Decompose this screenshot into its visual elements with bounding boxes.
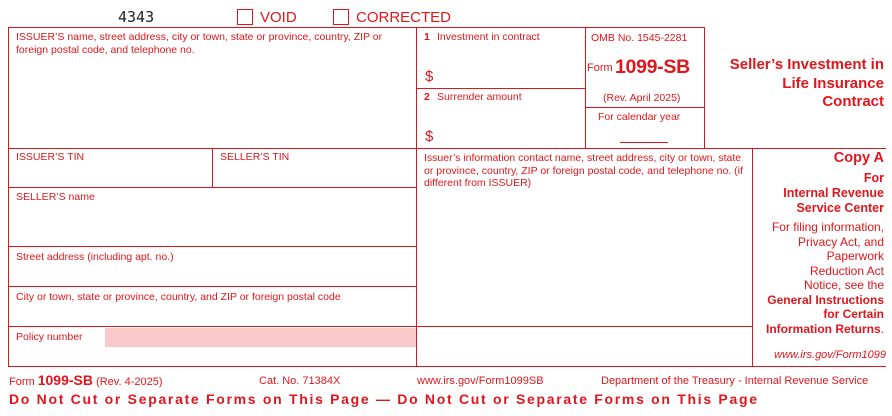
policy-number-label: Policy number <box>16 331 83 343</box>
calendar-year-field[interactable] <box>620 142 668 143</box>
copy-a-panel <box>754 150 884 336</box>
seller-tin-label: SELLER’S TIN <box>220 151 290 163</box>
issuer-name-label: ISSUER’S name, street address, city or town, state or province, country, ZIP or foreign postal code, and telephone no. <box>16 31 383 56</box>
form-prefix: Form <box>587 62 613 74</box>
void-checkbox[interactable] <box>237 9 253 25</box>
contact-info-field[interactable] <box>420 192 748 324</box>
corrected-label: CORRECTED <box>356 9 452 26</box>
box2-field[interactable] <box>436 104 582 146</box>
seller-tin-field[interactable] <box>216 164 412 186</box>
footer-form: Form 1099-SB (Rev. 4-2025) <box>9 372 163 388</box>
filing-info: For filing information, Privacy Act, and Paperwork Reduction Act Notice, see the General Instructions for Certain Information Returns. <box>765 220 884 336</box>
calendar-year-label: For calendar year <box>598 111 681 123</box>
box1-label: Investment in contract <box>437 31 540 43</box>
box2-number: 2 <box>424 91 430 103</box>
issuer-name-field[interactable] <box>12 58 412 146</box>
box1-currency: $ <box>425 68 434 85</box>
city-field[interactable] <box>12 304 412 324</box>
department: Department of the Treasury - Internal Revenue Service <box>601 375 869 387</box>
irs-line1: Internal Revenue <box>783 186 884 200</box>
footer-url[interactable]: www.irs.gov/Form1099SB <box>417 375 544 387</box>
issuer-tin-label: ISSUER’S TIN <box>16 151 85 163</box>
seller-name-field[interactable] <box>12 204 412 244</box>
form-number: 1099-SB <box>615 56 690 78</box>
corrected-checkbox[interactable] <box>333 9 349 25</box>
irs-line2: Service Center <box>796 201 884 215</box>
box2-label: Surrender amount <box>437 91 522 103</box>
seller-name-label: SELLER’S name <box>16 191 95 203</box>
for-label: For <box>863 171 884 185</box>
box1-number: 1 <box>424 31 430 43</box>
revision: (Rev. April 2025) <box>603 92 681 104</box>
city-label: City or town, state or province, country, and ZIP or foreign postal code <box>16 291 341 303</box>
contact-info-label: Issuer’s information contact name, street address, city or town, state or province, country, ZIP or foreign postal code, and telephone no. (if different from ISSUER) <box>424 152 743 189</box>
omb-number: OMB No. 1545-2281 <box>591 32 688 44</box>
street-address-label: Street address (including apt. no.) <box>16 251 174 263</box>
copy-label: Copy A <box>833 150 884 166</box>
void-label: VOID <box>260 9 297 26</box>
do-not-cut-warning: Do Not Cut or Separate Forms on This Page — Do Not Cut or Separate Forms on This Page <box>9 391 759 407</box>
box1-field[interactable] <box>436 44 582 86</box>
policy-number-field[interactable] <box>105 328 416 347</box>
street-address-field[interactable] <box>12 264 412 284</box>
form-title: Seller’s Investment in Life Insurance Contract <box>729 56 884 110</box>
form-code: 4343 <box>118 8 155 26</box>
side-url[interactable]: www.irs.gov/Form1099 <box>774 349 886 361</box>
box2-currency: $ <box>425 128 434 145</box>
issuer-tin-field[interactable] <box>12 164 208 186</box>
catalog-number: Cat. No. 71384X <box>259 375 341 387</box>
